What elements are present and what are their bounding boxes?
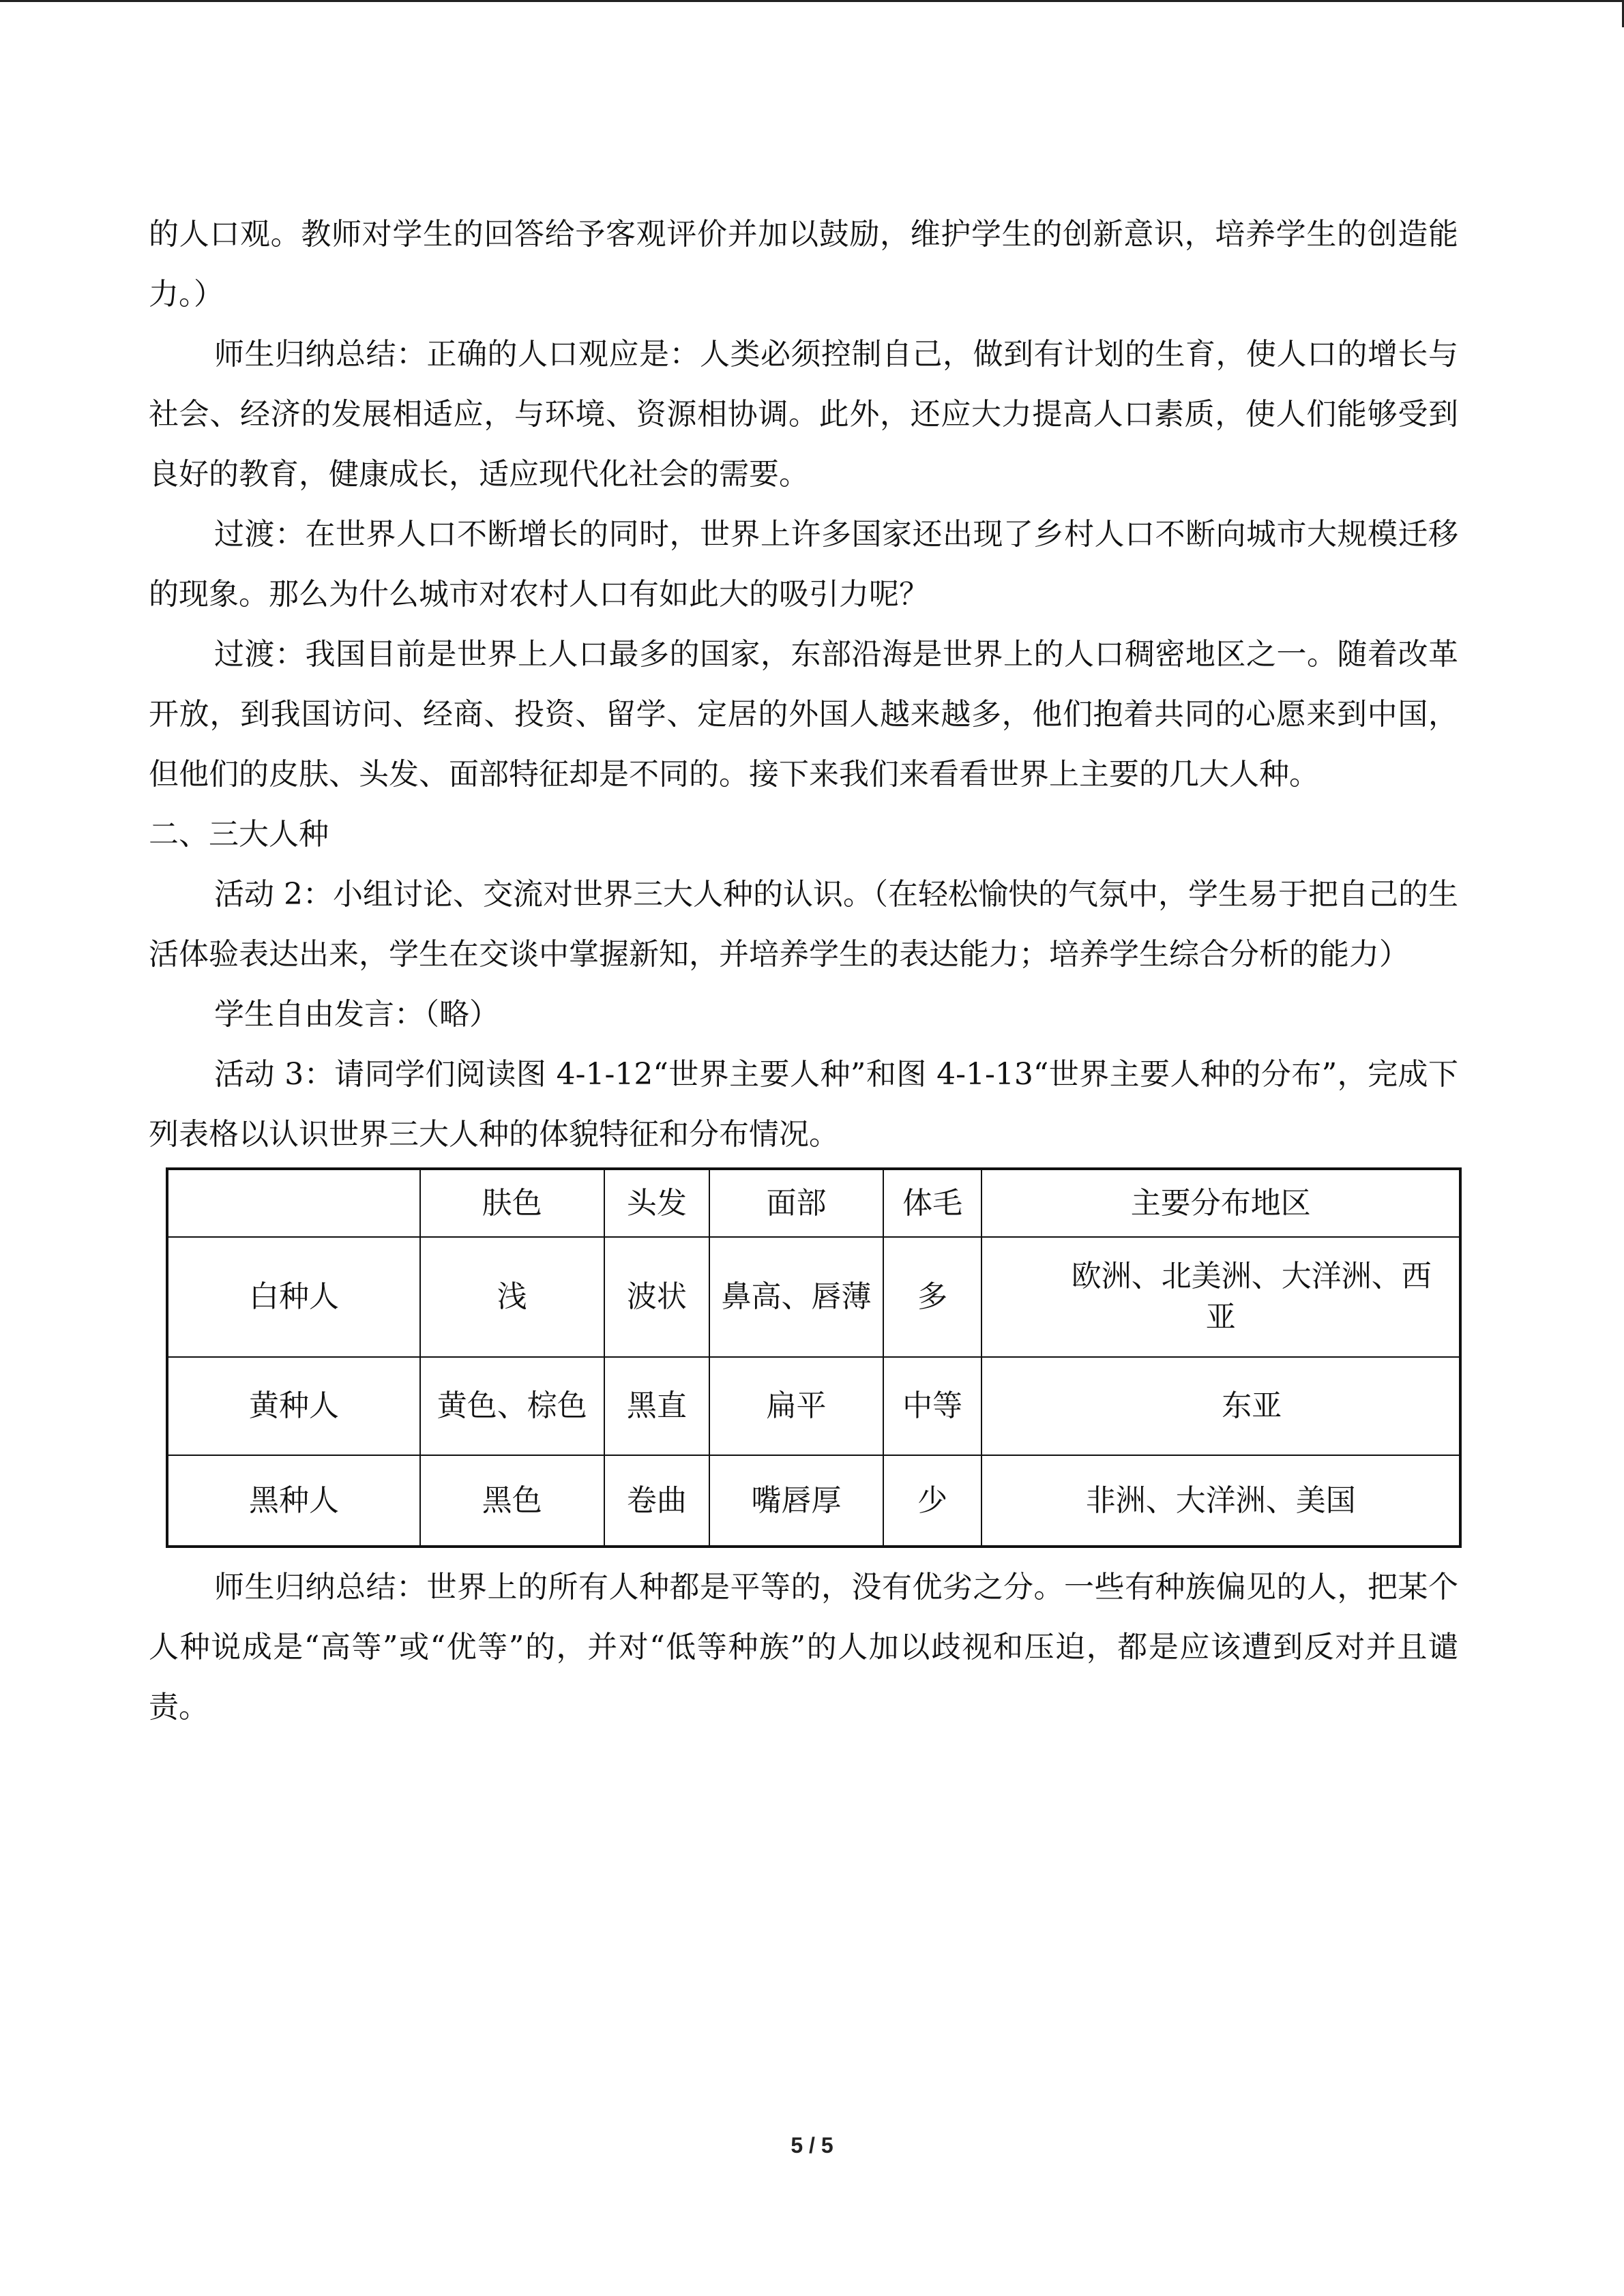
table-cell-body-hair: 中等 <box>883 1357 982 1455</box>
table-cell-face: 嘴唇厚 <box>709 1455 883 1547</box>
distribution-line-2: 亚 <box>1205 1300 1236 1335</box>
table-cell-body-hair: 少 <box>883 1455 982 1547</box>
table-header-cell <box>167 1169 420 1237</box>
paragraph-final-summary: 师生归纳总结：世界上的所有人种都是平等的，没有优劣之分。一些有种族偏见的人，把某个人种说成是“高等”或“优等”的，并对“低等种族”的人加以歧视和压迫，都是应该遭到反对并且谴责。 <box>149 1570 1458 1725</box>
distribution-line-1: 欧洲、北美洲、大洋洲、西 <box>1071 1259 1432 1294</box>
table-cell-hair: 卷曲 <box>604 1455 710 1547</box>
table-cell-skin: 黄色、棕色 <box>420 1357 604 1455</box>
table-cell-face: 扁平 <box>709 1357 883 1455</box>
table-cell-distribution <box>981 1237 1460 1357</box>
document-content <box>149 205 1458 1738</box>
paragraph-continuation: 的人口观。教师对学生的回答给予客观评价并加以鼓励，维护学生的创新意识，培养学生的创造能力。） <box>149 217 1458 312</box>
table-header-cell: 主要分布地区 <box>981 1169 1460 1237</box>
table-cell-race: 黄种人 <box>167 1357 420 1455</box>
table-cell-hair: 黑直 <box>604 1357 710 1455</box>
paragraph-student-speech: 学生自由发言：（略） <box>214 997 499 1032</box>
table-cell-distribution: 东亚 <box>981 1357 1460 1455</box>
races-table <box>166 1167 1462 1548</box>
table-cell-distribution: 非洲、大洋洲、美国 <box>981 1455 1460 1547</box>
table-row <box>167 1455 1460 1547</box>
table-cell-skin: 浅 <box>420 1237 604 1357</box>
table-cell-skin: 黑色 <box>420 1455 604 1547</box>
table-header-row <box>167 1169 1460 1237</box>
paragraph-activity-2: 活动 2：小组讨论、交流对世界三大人种的认识。（在轻松愉快的气氛中，学生易于把自己的生活体验表达出来，学生在交谈中掌握新知，并培养学生的表达能力；培养学生综合分析的能力） <box>149 877 1458 972</box>
table-row <box>167 1237 1460 1357</box>
table-cell-race: 黑种人 <box>167 1455 420 1547</box>
table-cell-race: 白种人 <box>167 1237 420 1357</box>
table-header-cell: 体毛 <box>883 1169 982 1237</box>
table-cell-face: 鼻高、唇薄 <box>709 1237 883 1357</box>
table-cell-body-hair: 多 <box>883 1237 982 1357</box>
table-row <box>167 1357 1460 1455</box>
paragraph-activity-3: 活动 3：请同学们阅读图 4-1-12“世界主要人种”和图 4-1-13“世界主要人种的分布”，完成下列表格以认识世界三大人种的体貌特征和分布情况。 <box>149 1057 1458 1152</box>
table-header-cell: 面部 <box>709 1169 883 1237</box>
table-cell-hair: 波状 <box>604 1237 710 1357</box>
page-number: 5 / 5 <box>791 2133 833 2158</box>
paragraph-transition-races: 过渡：我国目前是世界上人口最多的国家，东部沿海是世界上的人口稠密地区之一。随着改革开放，到我国访问、经商、投资、留学、定居的外国人越来越多，他们抱着共同的心愿来到中国，但他们的皮肤、头发、面部特征却是不同的。接下来我们来看看世界上主要的几大人种。 <box>149 637 1458 792</box>
table-header-cell: 头发 <box>604 1169 710 1237</box>
paragraph-summary-population-view: 师生归纳总结：正确的人口观应是：人类必须控制自己，做到有计划的生育，使人口的增长与社会、经济的发展相适应，与环境、资源相协调。此外，还应大力提高人口素质，使人们能够受到良好的教育，健康成长，适应现代化社会的需要。 <box>149 337 1458 492</box>
section-heading-three-races: 二、三大人种 <box>149 817 329 852</box>
table-header-cell: 肤色 <box>420 1169 604 1237</box>
top-border-line <box>0 0 1624 2</box>
paragraph-transition-urbanization: 过渡：在世界人口不断增长的同时，世界上许多国家还出现了乡村人口不断向城市大规模迁移的现象。那么为什么城市对农村人口有如此大的吸引力呢？ <box>149 517 1458 612</box>
